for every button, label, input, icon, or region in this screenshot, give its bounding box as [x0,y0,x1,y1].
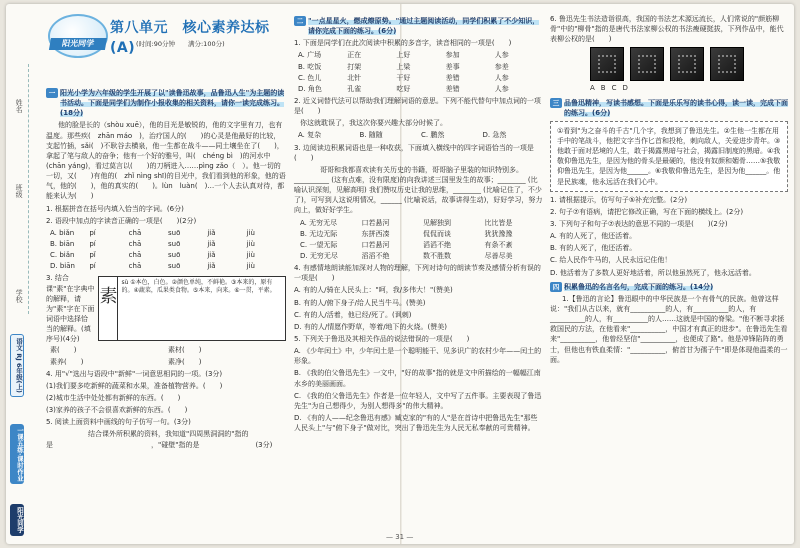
option: A. 复杂 [298,131,322,140]
q2-2-options [298,130,544,140]
q1-3-row [46,273,286,344]
option: 北针 [347,73,362,82]
q3-3-options [550,231,788,278]
essay-box: ①看到"为之奋斗的千古"几个字，我想到了鲁迅先生。②生他一生都在用手中的笔战斗，他把文字当作匕首和投枪，刺向敌人，关爱进步青年。③他敢于面对恶境的人生，敢于揭露黑暗与社会，揭露旧制度的黑暗。④我敬仰鲁迅先生，是因为他的骨头是最硬的，他没有奴颜和媚骨……⑤我敬仰鲁迅先生，是因为他______。⑥我敬仰鲁迅先生，是因为他______。他是民族魂，他永远活在我们心中。 [550,121,788,192]
option: 口若悬河 [361,240,390,249]
calligraphy-a-image [590,47,624,81]
section-text: 品鲁迅精神，写读书感想。下面是乐乐写的读书心得，读一读，完成下面的练习。(6分) [564,98,788,117]
option: 口若悬河 [361,218,390,227]
word-blank: 素( ) [50,346,77,355]
column-3 [550,12,788,367]
option: (2)城市生活中处处都有新鲜的东西。( ) [46,393,181,402]
q1-5-text: 结合课外所积累的资料，我知道"四周黑洞洞的"指的是 ，"碰壁"指的是 (3分) [46,430,273,449]
column-1 [46,12,286,452]
option: jiǎ [207,251,216,260]
option: 参差 [494,62,509,71]
option: 上好 [396,51,411,60]
option: D. 无穷无尽 [300,251,338,260]
option: jiǎ [207,262,216,271]
q2-2: 2. 近义词替代法可以帮助我们理解词语的意思。下列不能代替句中加点词的一项是( ) [294,96,541,116]
option: 参加 [445,51,460,60]
su-definition: sù ①本色，白色。②颜色单纯，不鲜艳。③本来的，原有的。④蔬菜，瓜果类食物。⑤本来，向来。⑥一贯，平素。 [121,279,276,295]
option: 犹犹豫豫 [484,229,513,238]
brand-badge-icon [48,14,108,58]
option: B. 吃饭 [298,62,322,71]
option: jiǎ [207,228,216,237]
option: 人参 [494,73,509,82]
page-number: — 31 — [386,532,414,541]
option: A. 有的人/骑在人民头上："呵，我/多伟大！"(赞美) [294,286,453,295]
section-3-title [550,98,788,118]
option: chā [128,251,142,260]
option: jiù [246,262,255,271]
option: (1)我们要多吃新鲜的蔬菜和水果，准备植物营养。( ) [46,381,223,390]
calligraphy-images [590,47,788,81]
section-text: "一点星星火，燃成燎原势。"通过主题阅读活动，同学们积累了不少知识，请你完成下面的练习。(6分) [308,17,540,36]
q2-3-passage: 哥哥和我都喜欢读有关历史的书籍，哥哥脑子里装的知识特别多。__________ (这有点难，没有限度)的向我讲述三国里发生的故事；________ (比喻认识深刻，见解高明) 我们赞叹历史让我的思维，________ (比喻记住了，不少了)，可写到人这说明情况，______ (比喻说话，故事讲得生动)，好好学习，努力向上，做好好学生。 [294,165,543,215]
option: C. biǎn [50,251,75,260]
grade-tab: 语文 RJ 6年级(上) [10,334,24,397]
calligraphy-c-image [670,47,704,81]
q1-2: 2. 语段中加点的字读音正确的一项是( )(2分) [46,216,197,225]
calligraphy-label: D [622,84,628,93]
q1-3: 3. 结合课"素"在字典中的解释，请为"素"字在下面词语中选择恰当的解释。(填序号)(4分) [46,274,95,344]
option: 差错 [445,84,460,93]
option: D. 角色 [298,84,322,93]
option: 差错 [445,73,460,82]
brand-logo: 阳光同学 [10,504,24,536]
q1-1: 1. 根据拼音在括号内填入恰当的字词。(6分) [46,204,184,213]
option: B. 随随 [359,131,383,140]
option: C. 色儿 [298,73,322,82]
option: C. 给人民作牛马的，人民永远记住他！ [550,256,672,265]
option: pí [89,239,96,248]
option: D. 他活着为了多数人更好地活着，所以他虽然死了，他永远活着。 [550,268,756,277]
dictionary-box [98,276,286,341]
section-text: 积累鲁迅的名言名句，完成下面的练习。(14分) [564,282,714,291]
class-label: 班级 [15,184,24,198]
section-number: 三 [550,98,562,108]
option: B. 无边无际 [300,229,338,238]
q2-6: 6. 鲁迅先生书法造诣很高，我国的书法艺术源远流长，人们常说的"颜筋柳骨"中的"柳骨"指的是唐代书法家柳公权的书法瘦硬挺拔，下列作品中，能代表柳公权的是( ) [550,15,784,44]
option: suō [167,262,181,271]
option: C. 鹏然 [421,131,445,140]
option: 正在 [347,51,362,60]
calligraphy-labels [590,83,788,93]
option: B. biān [50,239,75,248]
option: C. 有的人/活着，他已经/死了。(讽刺) [294,310,412,319]
left-margin [6,4,44,544]
option: 干好 [396,73,411,82]
column-2 [294,12,544,435]
series-tab: 一课五练·课时作业 [10,424,24,484]
word-blank: 素养( ) [50,357,84,366]
name-label: 姓名 [15,99,24,113]
option: A. biǎn [50,228,75,237]
option: chā [128,239,142,248]
option: B. 有的人/俯下身子/给人民当牛马。(赞美) [294,298,426,307]
cut-line [28,64,29,314]
option: D. 有的人/情愿作野草，等着/地下的火烧。(赞美) [294,322,448,331]
option: pí [89,228,96,237]
option: 见解独到 [423,218,451,227]
calligraphy-label: B [600,84,606,93]
q1-2-options [50,228,286,272]
q1-3-words [50,345,286,366]
section-number: 四 [550,282,562,292]
option: A. 广场 [298,51,322,60]
option: C. 《我的伯父鲁迅先生》作者是一位年轻人，文中写了五件事。主要表现了鲁迅先生"为自己想得少，为别人想得多"的伟大精神。 [294,391,542,410]
option: chā [128,228,142,237]
option: 人参 [494,84,509,93]
option: B. 有的人死了，他还活着。 [550,244,637,253]
reading-passage: 他的脸是长的（shòu xuē），他的目光是敏锐的，他的文字里有刀，也有温度。那些疾( zhān máo )，治疗国人的( )的心灵是他最好的比较，支起竹插，sǎi( )不耿谷去横泉，他一生都在战斗——同土壤坐在了( )，拿起了笔与敌人的奋争；他有一个好的雅号，叫( chéng bì )的河水中(chān yáng)，看过莫言以( )的刀柄进入……pìng zǎo（ ）。他一切的一切，又( )有他的( zhǐ nìng shī)的目光中，我们看到他的形象，他的语气，他的( )，他的真实的( )。lùn luàn( )…一个人去认真对待，都能来认为( ) [46,121,286,201]
q3-1: 1. 请根据提示，仿写句子⑤补充完整。(2分) [550,195,688,204]
workbook-page [6,4,794,544]
option: jiù [246,228,255,237]
option: pí [89,262,96,271]
su-character: 素 [99,277,118,340]
calligraphy-d-image [710,47,744,81]
q2-4: 4. 有感情地朗读能加深对人物的理解，下列对诗句的朗读节奏及感情分析有误的一项是( ) [294,264,541,283]
option: 吃好 [396,84,411,93]
q1-4: 4. 用"√"选出与语段中"新鲜"一词意思相同的一项。(3分) [46,369,223,378]
option: 上梁 [396,62,411,71]
calligraphy-b-image [630,47,664,81]
option: A. 有的人死了，他还活着。 [550,232,637,241]
q2-3: 3. 边阅读边积累词语也是一种收获，下面填入横线中的四字词语恰当的一项是( ) [294,143,534,162]
option: B. 《我的伯父鲁迅先生》一文中，"好的故事"指的就是文中所描绘的一幅幅江南水乡的美丽画面。 [294,369,541,388]
badge-text: 阳光同学 [49,38,107,50]
option: D. 《有的人——纪念鲁迅有感》臧克家的"有的人"是在首诗中把鲁迅先生"那些人民头上"与"俯下身子"做对比，突出了鲁迅先生为人民无私奉献的可贵精神。 [294,413,538,433]
q3-2: 2. 句子⑦有语病，请把它修改正确，写在下面的横线上。(2分) [550,207,744,216]
section-number: 二 [294,16,306,26]
option: 孔雀 [347,84,362,93]
option: suō [167,239,181,248]
section-2-title [294,16,544,36]
option: A. 《少年闰土》中，少年闰土是一个聪明能干、见多识广的农村少年——闰土的形象。 [294,347,542,366]
option: jiù [246,239,255,248]
q2-2-sentence: 你这就耽误了，我这次你要兴趣大部分时候了。 [300,119,447,128]
q2-1: 1. 下面是同学们在此次阅读中积累的多音字，读音相同的一项是( ) [294,39,512,48]
option: 比比皆是 [484,218,513,227]
option: A. 无穷无尽 [300,218,338,227]
option: 滔滔不绝 [423,240,451,249]
option: suō [167,251,181,260]
option: D. biān [50,262,75,271]
section-number: 一 [46,88,58,98]
time-score: (时间:90分钟 满分:100分) [136,40,225,48]
option: 差事 [445,62,460,71]
option: 数不胜数 [423,251,451,260]
option: C. 一望无际 [300,240,338,249]
option: jiù [246,251,255,260]
q3-3: 3. 下列句子和句子⑦表达的意思不同的一项是( )(2分) [550,219,728,228]
section-4-title [550,282,788,292]
calligraphy-label: C [611,84,617,93]
option: 侃侃而谈 [423,229,451,238]
q1-4-options [46,381,286,415]
option: 尽善尽美 [484,251,513,260]
q2-5-options [294,346,544,433]
q2-5: 5. 下列关于鲁迅及其相关作品的说法错误的一项是( ) [294,334,470,343]
calligraphy-label: A [590,84,595,93]
option: (3)家养的孩子不会很喜欢新鲜的东西。( ) [46,406,188,415]
school-label: 学校 [15,289,24,303]
option: 有条不紊 [484,240,513,249]
option: suō [167,228,181,237]
option: 滔滔不绝 [361,251,390,260]
q2-1-options [298,50,544,94]
q2-4-options [294,285,544,332]
section-text: 阳光小学为六年级的学生开展了以"读鲁迅故事，品鲁迅人生"为主题的读书活动。下面是同学们为制作小报收集的相关资料，请你一读完成练习。(18分) [60,89,285,118]
option: 人参 [494,51,509,60]
option: pǐ [89,251,96,260]
q4-1: 1.【鲁迅的言论】鲁迅眼中的中华民族是一个有骨气的民族。他曾这样说："我们从古以来，就有__________的人，有__________的人，有__________的人，有__________的人……这就是中国的脊梁。"他不断寻求拯救国民的方法，在他看来"__________，中国才有真正的进步"。在鲁迅先生看来"__________，他曾经坚信"__________，也便成了路"。他是冲锋陷阵的勇士，但他也有铁血柔情："__________，俯首甘为孺子牛"即是体现他温柔的一面。 [550,294,788,364]
q2-3-options [300,218,544,262]
option: D. 急然 [482,131,507,140]
q1-5: 5. 阅读上面资料中画线的句子仿写一句。(3分) [46,418,191,427]
option: 东拼西凑 [361,229,390,238]
option: jiǎ [207,239,216,248]
word-blank: 素材( ) [168,346,202,355]
option: chā [128,262,142,271]
word-blank: 素净( ) [168,357,202,366]
unit-header [46,12,286,84]
section-1-title [46,88,286,118]
unit-title: 第八单元 核心素养达标(A) [110,20,270,57]
option: 打架 [347,62,362,71]
